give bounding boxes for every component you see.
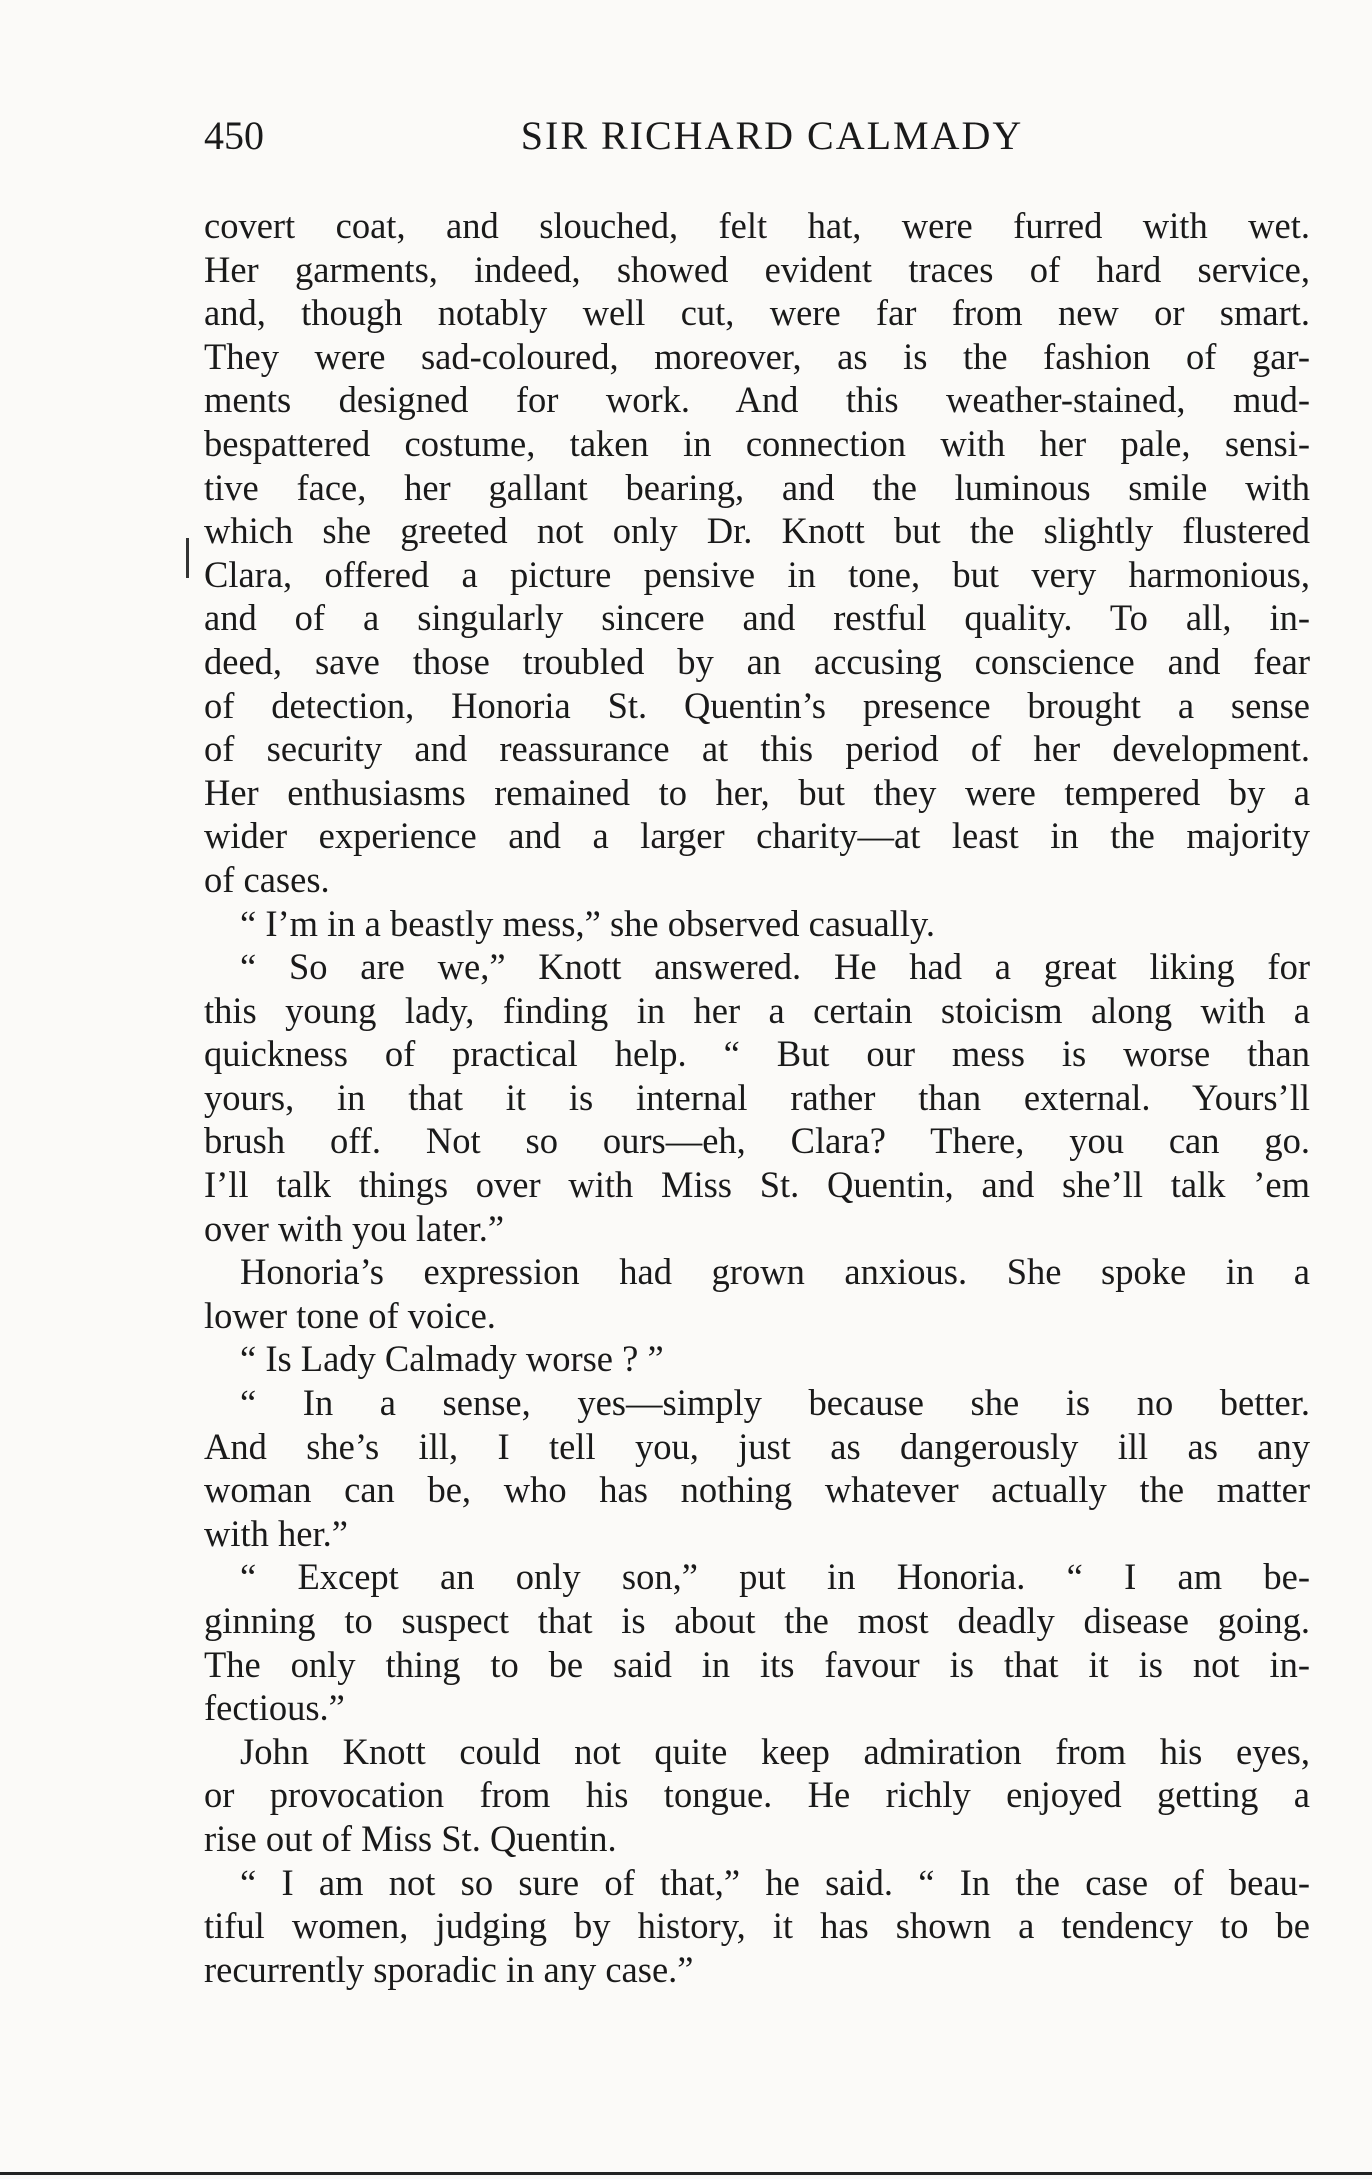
page-number: 450 (204, 113, 264, 158)
page-header (204, 112, 1310, 162)
text-line: of security and reassurance at this period of her development. (204, 728, 1310, 770)
text-line: quickness of practical help. “ But our mess is worse than (204, 1033, 1310, 1075)
text-line: with her.” (204, 1512, 348, 1554)
text-line: Honoria’s expression had grown anxious. She spoke in a (240, 1251, 1310, 1293)
text-line: “ In a sense, yes—simply because she is no better. (240, 1382, 1310, 1424)
margin-mark (186, 538, 189, 578)
text-line: “ Is Lady Calmady worse ? ” (240, 1338, 664, 1380)
text-line: deed, save those troubled by an accusing conscience and fear (204, 640, 1310, 682)
text-line: covert coat, and slouched, felt hat, were furred with wet. (204, 205, 1310, 246)
text-line: tiful women, judging by history, it has shown a tendency to be (204, 1905, 1310, 1947)
text-line: or provocation from his tongue. He richly enjoyed getting a (204, 1774, 1310, 1816)
text-line: fectious.” (204, 1687, 345, 1729)
text-line: bespattered costume, taken in connection with her pale, sensi- (204, 422, 1310, 464)
text-line: over with you later.” (204, 1207, 505, 1249)
running-head: SIR RICHARD CALMADY (520, 113, 1024, 158)
text-line: ginning to suspect that is about the most deadly disease going. (204, 1600, 1310, 1641)
text-line: of detection, Honoria St. Quentin’s presence brought a sense (204, 684, 1310, 726)
text-line: Her enthusiasms remained to her, but they were tempered by a (204, 771, 1310, 813)
text-line: this young lady, finding in her a certain stoicism along with a (204, 989, 1310, 1031)
text-line: “ So are we,” Knott answered. He had a great liking for (240, 946, 1310, 988)
text-line: woman can be, who has nothing whatever actually the matter (204, 1469, 1310, 1511)
text-line: They were sad-coloured, moreover, as is the fashion of gar- (204, 335, 1310, 377)
bottom-rule (0, 2172, 1372, 2175)
text-line: and, though notably well cut, were far from new or smart. (204, 292, 1310, 334)
text-line: and of a singularly sincere and restful quality. To all, in- (204, 597, 1310, 639)
text-line: yours, in that it is internal rather than external. Yours’ll (204, 1076, 1310, 1118)
text-line: Clara, offered a picture pensive in tone, but very harmonious, (204, 553, 1310, 595)
text-line: ments designed for work. And this weather-stained, mud- (204, 379, 1310, 421)
text-line: “ I’m in a beastly mess,” she observed casually. (240, 902, 935, 944)
text-line: Her garments, indeed, showed evident traces of hard service, (204, 248, 1310, 290)
text-line: rise out of Miss St. Quentin. (204, 1817, 617, 1859)
text-line: And she’s ill, I tell you, just as dangerously ill as any (204, 1425, 1310, 1467)
text-line: brush off. Not so ours—eh, Clara? There, you can go. (204, 1120, 1310, 1162)
text-line: wider experience and a larger charity—at least in the majority (204, 815, 1310, 857)
text-line: The only thing to be said in its favour is that it is not in- (204, 1643, 1310, 1685)
text-line: recurrently sporadic in any case.” (204, 1948, 694, 1990)
text-line: lower tone of voice. (204, 1294, 496, 1336)
text-line: “ I am not so sure of that,” he said. “ In the case of beau- (240, 1861, 1310, 1903)
text-line: tive face, her gallant bearing, and the luminous smile with (204, 466, 1310, 508)
text-line: which she greeted not only Dr. Knott but the slightly flustered (204, 510, 1310, 552)
body-text (204, 204, 1310, 1991)
text-line: I’ll talk things over with Miss St. Quentin, and she’ll talk ’em (204, 1164, 1310, 1206)
text-line: “ Except an only son,” put in Honoria. “ I am be- (240, 1556, 1310, 1598)
text-line: of cases. (204, 858, 330, 900)
text-line: John Knott could not quite keep admiration from his eyes, (240, 1730, 1310, 1772)
